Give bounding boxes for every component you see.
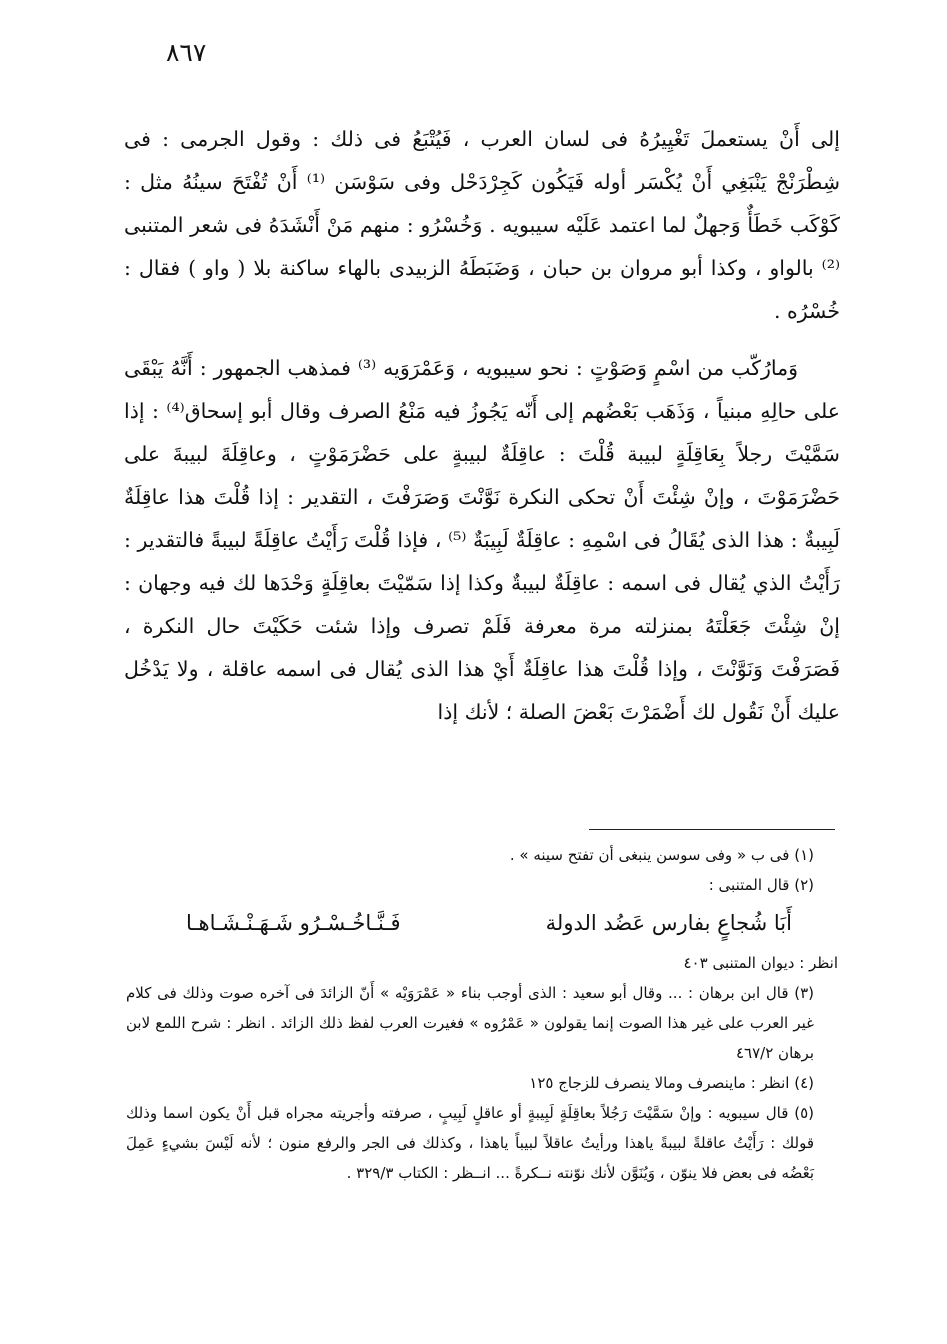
- footnote-5: (٥) قال سيبويه : وإنْ سَمَّيْتَ رَجُلاً بعاقِلَةٍ لَبِيبةٍ أو عاقلٍ لَبِيبٍ ، صرفته وأجريته مجراه قبل أَنْ يكون اسما وذلك قولك : رَأَيْتُ عاقلةً لبيبةً ياهذا ورأيتُ عاقلاً لبيباً ياهذا ، وكذلك فى الجر والرفع منون ؛ لأنه لَيْسَ بشيءٍ عَمِلَ بَعْضُه فى بعض فلا ينوّن ، وَيُنَوَّن لأنك نوّنته نــكرةً ... انــظر : الكتاب ٣٢٩/٣ .: [126, 1104, 814, 1182]
- footnote-1: (١) فى ب « وفى سوسن ينبغى أن تفتح سينه » .: [509, 846, 814, 864]
- footnotes: [126, 840, 838, 1188]
- footnote-4: (٤) انظر : ماينصرف ومالا ينصرف للزجاج ١٢٥: [529, 1074, 814, 1092]
- footnote-3: (٣) قال ابن برهان : ... وقال أبو سعيد : الذى أوجب بناء « عَمْرَوَيْه » أَنّ الزائدَ فى آخره صوت وذلك فى كلام غير العرب على غير هذا الصوت إنما يقولون « عَمْرُوه » فغيرت العرب لفظ ذلك الزائد . انظر : شرح اللمع لابن برهان ٤٦٧/٢: [126, 984, 814, 1062]
- verse-second-hemistich: فَـنَّـاخُـسْـرُو شَـهَـنْـشَـاهـا: [186, 911, 401, 935]
- footnote-separator: [589, 829, 835, 830]
- footnote-2-source: انظر : ديوان المتنبى ٤٠٣: [683, 954, 838, 972]
- main-text: [124, 118, 840, 734]
- footnote-2-verse: [126, 900, 838, 946]
- page-number: ٨٦٧: [166, 38, 207, 67]
- verse-first-hemistich: أَبَا شُجاعٍ بفارس عَضُد الدولة: [545, 911, 792, 935]
- main-paragraph-2: وَمارُكّب من اسْمٍ وَصَوْتٍ : نحو سيبويه ، وَعَمْرَوَيه ⁽³⁾ فمذهب الجمهور : أَنَّهُ يَبْقَى على حالِهِ مبنياً ، وَذَهَب بَعْضُهم إلى أَنّه يَجُوزُ فيه مَنْعُ الصرف وقال أبو إسحاق⁽⁴⁾ : إذا سَمَّيْتَ رجلاً بِعَاقِلَةٍ لبيبة قُلْتَ : عاقِلَةٌ لبيبةٍ على حَضْرَمَوْتٍ ، وعاقِلَةَ لبيبةَ على حَضْرَمَوْتَ ، وإنْ شِئْتَ أَنْ تحكى النكرة نَوَّنْتَ وَصَرَفْتَ ، التقدير : إذا قُلْتَ هذا عاقِلَةٌ لَبِيبةٌ : هذا الذى يُقَالُ فى اسْمِهِ : عاقِلَةٌ لَبِيبَةٌ ⁽⁵⁾ ، فإذا قُلْتَ رَأَيْتُ عاقِلَةً لبيبةً فالتقدير : رَأَيْتُ الذي يُقال فى اسمه : عاقِلَةٌ لبيبةٌ وكذا إذا سَمّيْتَ بعاقِلَةٍ وَحْدَها لك فيه وجهان : إنْ شِئْتَ جَعَلْتَهُ بمنزلته مرة معرفة فَلَمْ تصرف وإذا شئت حَكَيْتَ حال النكرة ، فَصَرَفْتَ وَنَوَّنْتَ ، وإذا قُلْتَ هذا عاقِلَةٌ أَيْ هذا الذى يُقال فى اسمه عاقلة ، ولا يَدْخُل عليك أَنْ نَقُول لك أَضْمَرْتَ بَعْضَ الصلة ؛ لأنك إذا: [124, 356, 840, 724]
- main-paragraph-1: إلى أَنْ يستعملَ تَغْيِيرُهُ فى لسان العرب ، فَيُتْبَعُ فى ذلك : وقول الجرمى : فى شِطْرَنْجْ يَنْبَغِي أَنْ يُكْسَر أوله فَيَكُون كَجِرْدَحْل وفى سَوْسَن ⁽¹⁾ أَنْ تُفْتَحَ سينُهُ مثل : كَوْكَب خَطَأٌ وَجهلٌ لما اعتمد عَلَيْه سيبويه . وَخُسْرُو : منهم مَنْ أَنْشَدَهُ فى شعر المتنبى ⁽²⁾ بالواو ، وكذا أبو مروان بن حبان ، وَضَبَطَهُ الزبيدى بالهاء ساكنة بلا ( واو ) فقال : خُسْرُه .: [124, 127, 840, 323]
- footnote-2-intro: (٢) قال المتنبى :: [708, 876, 814, 894]
